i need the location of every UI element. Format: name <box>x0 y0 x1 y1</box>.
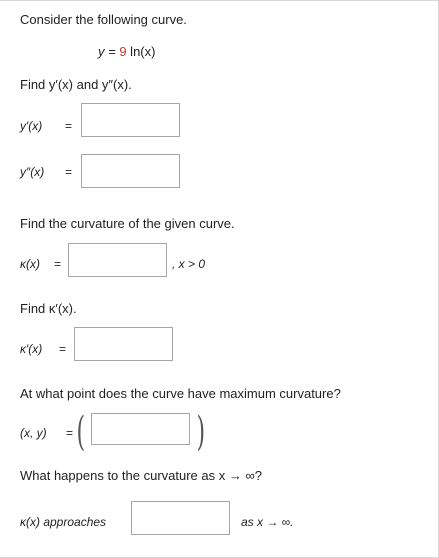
kappa-equals: = <box>54 257 62 271</box>
kappa-prime-equals: = <box>59 342 67 356</box>
max-curvature-prompt: At what point does the curve have maximum curvature? <box>20 386 341 401</box>
ydoubleprime-label: y″(x) <box>20 165 45 179</box>
limit-suffix: as x → ∞. <box>241 515 294 529</box>
yprime-equals: = <box>65 119 73 133</box>
kappa-answer-input[interactable] <box>68 243 167 277</box>
limit-prompt: What happens to the curvature as x → ∞? <box>20 468 262 483</box>
equation-lhs: y = <box>98 44 120 59</box>
limit-answer-input[interactable] <box>131 501 230 535</box>
curvature-prompt: Find the curvature of the given curve. <box>20 216 235 231</box>
ydoubleprime-answer-input[interactable] <box>81 154 180 188</box>
left-paren: ( <box>76 409 86 455</box>
kappa-label: κ(x) <box>20 257 40 271</box>
point-equals: = <box>66 426 74 440</box>
domain-note: , x > 0 <box>172 257 206 271</box>
approaches-label: κ(x) approaches <box>20 515 107 529</box>
frame-top-border <box>0 0 439 5</box>
point-label: (x, y) <box>20 426 47 440</box>
derivatives-prompt: Find y′(x) and y″(x). <box>20 77 132 92</box>
yprime-label: y′(x) <box>20 119 43 133</box>
kappa-prime-prompt: Find κ′(x). <box>20 301 77 316</box>
ydoubleprime-equals: = <box>65 165 73 179</box>
kappa-prime-label: κ′(x) <box>20 342 43 356</box>
max-point-answer-input[interactable] <box>91 413 190 445</box>
yprime-answer-input[interactable] <box>81 103 180 137</box>
equation-rhs: ln(x) <box>126 44 156 59</box>
intro-text: Consider the following curve. <box>20 12 187 27</box>
equation-coefficient: 9 <box>119 44 127 59</box>
kappa-prime-answer-input[interactable] <box>74 327 173 361</box>
curve-equation <box>98 44 155 60</box>
right-paren: ) <box>196 409 206 455</box>
